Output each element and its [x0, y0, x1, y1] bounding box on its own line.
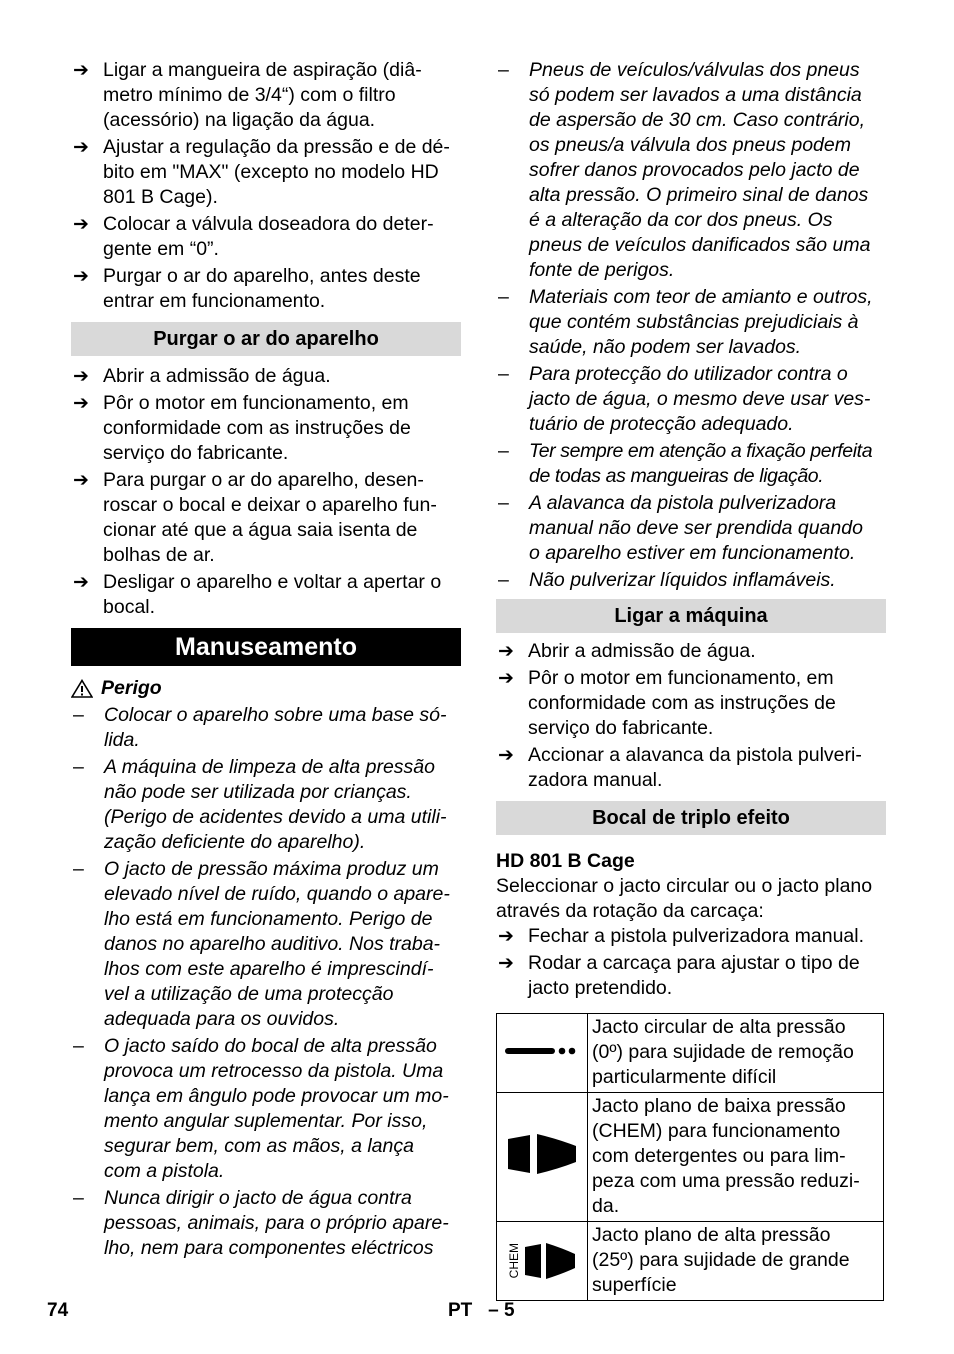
arrow-icon: ➔ [498, 668, 514, 689]
text-line: com a pistola. [104, 1160, 225, 1182]
text-line: lida. [104, 729, 140, 751]
arrow-icon: ➔ [73, 366, 89, 387]
text-line: Pneus de veículos/válvulas dos pneus [529, 59, 860, 81]
text-line: provoca um retrocesso da pistola. Uma [104, 1060, 444, 1082]
dash-bullet: – [73, 1035, 84, 1057]
text-line: (CHEM) para funcionamento [592, 1120, 841, 1142]
text-line: conformidade com as instruções de [528, 692, 836, 714]
nozzle-heading: Bocal de triplo efeito [496, 801, 886, 835]
arrow-icon: ➔ [498, 926, 514, 947]
text-line: Não pulverizar líquidos inflamáveis. [529, 569, 836, 591]
start-list [496, 639, 886, 793]
list-item [496, 666, 886, 741]
arrow-icon: ➔ [73, 214, 89, 235]
list-item [71, 212, 461, 262]
text-line: serviço do fabricante. [528, 717, 714, 739]
text-line: lhos com este aparelho é imprescindí- [104, 958, 434, 980]
table-row [497, 1093, 884, 1222]
text-line: lho, nem para componentes eléctricos [104, 1237, 434, 1259]
danger-list-right [496, 58, 886, 593]
arrow-icon: ➔ [73, 572, 89, 593]
text-line: Jacto plano de baixa pressão [592, 1095, 846, 1117]
list-item [71, 1034, 461, 1184]
text-line: Accionar a alavanca da pistola pulveri- [528, 744, 862, 766]
arrow-icon: ➔ [73, 60, 89, 81]
text-line: 801 B Cage). [103, 186, 218, 208]
model-text [496, 874, 886, 924]
text-line: alta pressão. O primeiro sinal de danos [529, 184, 869, 206]
list-item [71, 264, 461, 314]
section-title: Manuseamento [71, 628, 461, 666]
list-item [496, 58, 886, 283]
list-item [496, 924, 886, 949]
list-item [71, 135, 461, 210]
jet-description [588, 1014, 884, 1093]
text-line: Materiais com teor de amianto e outros, [529, 286, 873, 308]
text-line: fonte de perigos. [529, 259, 675, 281]
text-line: O jacto de pressão máxima produz um [104, 858, 439, 880]
text-line: serviço do fabricante. [103, 442, 289, 464]
list-item [496, 491, 886, 566]
text-line: particularmente difícil [592, 1066, 777, 1088]
jet-description [588, 1093, 884, 1222]
text-line: pneus de veículos danificados são uma [529, 234, 871, 256]
dash-bullet: – [73, 1187, 84, 1209]
text-line: zação deficiente do aparelho). [104, 831, 366, 853]
text-line: Ajustar a regulação da pressão e de dé- [103, 136, 450, 158]
text-line: peza com uma pressão reduzi- [592, 1170, 860, 1192]
arrow-icon: ➔ [73, 470, 89, 491]
text-line: roscar o bocal e deixar o aparelho fun- [103, 494, 437, 516]
text-line: Seleccionar o jacto circular ou o jacto plano [496, 875, 873, 897]
text-line: zadora manual. [528, 769, 663, 791]
list-item [71, 857, 461, 1032]
table-row [497, 1014, 884, 1093]
text-line: elevado nível de ruído, quando o apare- [104, 883, 450, 905]
list-item [496, 285, 886, 360]
text-line: A alavanca da pistola pulverizadora [529, 492, 837, 514]
text-line: lança em ângulo pode provocar um mo- [104, 1085, 449, 1107]
text-line: Pôr o motor em funcionamento, em [528, 667, 834, 689]
text-line: manual não deve ser prendida quando [529, 517, 863, 539]
text-line: segurar bem, com as mãos, a lança [104, 1135, 414, 1157]
list-item [71, 364, 461, 389]
page-number: 74 [47, 1300, 69, 1321]
text-line: Ligar a mangueira de aspiração (diâ- [103, 59, 422, 81]
arrow-icon: ➔ [498, 953, 514, 974]
list-item [496, 568, 886, 593]
danger-list-left [71, 703, 461, 1261]
right-column [496, 58, 886, 1301]
text-line: Fechar a pistola pulverizadora manual. [528, 925, 865, 947]
list-item [71, 570, 461, 620]
text-line: mento angular suplementar. Por isso, [104, 1110, 428, 1132]
text-line: tuário de protecção adequado. [529, 413, 794, 435]
text-line: não pode ser utilizada por crianças. [104, 781, 412, 803]
list-item [71, 391, 461, 466]
text-line: lho está em funcionamento. Perigo de [104, 908, 433, 930]
text-line: (0º) para sujidade de remoção [592, 1041, 854, 1063]
text-line: bolhas de ar. [103, 544, 215, 566]
text-line: através da rotação da carcaça: [496, 900, 764, 922]
purge-heading: Purgar o ar do aparelho [71, 322, 461, 356]
text-line: Ter sempre em atenção a fixação perfeita [529, 440, 873, 462]
text-line: Colocar o aparelho sobre uma base só- [104, 704, 447, 726]
arrow-icon: ➔ [73, 137, 89, 158]
text-line: Jacto plano de alta pressão [592, 1224, 831, 1246]
list-item [71, 58, 461, 133]
language-page: PT – 5 [448, 1300, 515, 1321]
text-line: Desligar o aparelho e voltar a apertar o [103, 571, 442, 593]
text-line: danos no aparelho auditivo. Nos traba- [104, 933, 441, 955]
text-line: jacto de água, o mesmo deve usar ves- [529, 388, 871, 410]
icon-group [497, 1240, 587, 1282]
dash-bullet: – [498, 286, 509, 308]
text-line: (25º) para sujidade de grande [592, 1249, 850, 1271]
arrow-icon: ➔ [73, 393, 89, 414]
text-line: A máquina de limpeza de alta pressão [104, 756, 435, 778]
text-line: o aparelho estiver em funcionamento. [529, 542, 856, 564]
text-line: os pneus/a válvula dos pneus podem [529, 134, 851, 156]
text-line: saúde, não podem ser lavados. [529, 336, 802, 358]
text-line: Purgar o ar do aparelho, antes deste [103, 265, 421, 287]
text-line: Colocar a válvula doseadora do deter- [103, 213, 434, 235]
text-line: vel a utilização de uma protecção [104, 983, 394, 1005]
arrow-icon: ➔ [498, 745, 514, 766]
text-line: só podem ser lavados a uma distância [529, 84, 862, 106]
list-item [496, 743, 886, 793]
intro-list [71, 58, 461, 314]
list-item [71, 468, 461, 568]
warning-triangle-icon [71, 679, 93, 698]
danger-label-text: Perigo [101, 677, 162, 699]
model-list [496, 924, 886, 1001]
flat-jet-high-pressure-icon [524, 1240, 576, 1282]
left-column [71, 58, 461, 1263]
text-line: jacto pretendido. [528, 977, 673, 999]
icon-cell [497, 1222, 588, 1301]
dash-bullet: – [73, 858, 84, 880]
text-line: com detergentes ou para lim- [592, 1145, 846, 1167]
text-line: conformidade com as instruções de [103, 417, 411, 439]
icon-cell [497, 1014, 588, 1093]
text-line: de todas as mangueiras de ligação. [529, 465, 824, 487]
text-line: (acessório) na ligação da água. [103, 109, 376, 131]
text-line: da. [592, 1195, 620, 1217]
table-row [497, 1222, 884, 1301]
danger-label [71, 676, 461, 701]
icon-cell [497, 1093, 588, 1222]
text-line: entrar em funcionamento. [103, 290, 326, 312]
list-item [71, 1186, 461, 1261]
list-item [496, 362, 886, 437]
dash-bullet: – [498, 440, 509, 462]
list-item [71, 703, 461, 753]
dash-bullet: – [498, 363, 509, 385]
text-line: Jacto circular de alta pressão [592, 1016, 846, 1038]
flat-jet-low-pressure-icon [506, 1131, 578, 1177]
text-line: é a alteração da cor dos pneus. Os [529, 209, 833, 231]
text-line: Rodar a carcaça para ajustar o tipo de [528, 952, 860, 974]
text-line: (Perigo de acidentes devido a uma utili- [104, 806, 447, 828]
jet-table [496, 1013, 884, 1301]
dash-bullet: – [498, 492, 509, 514]
list-item [71, 755, 461, 855]
list-item [496, 951, 886, 1001]
dash-bullet: – [498, 569, 509, 591]
text-line: Para protecção do utilizador contra o [529, 363, 848, 385]
round-jet-icon [505, 1043, 579, 1059]
text-line: Nunca dirigir o jacto de água contra [104, 1187, 412, 1209]
text-line: bocal. [103, 596, 156, 618]
list-item [496, 639, 886, 664]
text-line: de aspersão de 30 cm. Caso contrário, [529, 109, 866, 131]
list-item [496, 439, 886, 489]
jet-description [588, 1222, 884, 1301]
dash-bullet: – [73, 704, 84, 726]
text-line: superfície [592, 1274, 677, 1296]
model-name: HD 801 B Cage [496, 850, 635, 872]
text-line: Abrir a admissão de água. [103, 365, 331, 387]
text-line: O jacto saído do bocal de alta pressão [104, 1035, 437, 1057]
arrow-icon: ➔ [73, 266, 89, 287]
dash-bullet: – [498, 59, 509, 81]
text-line: sofrer danos provocados pelo jacto de [529, 159, 860, 181]
text-line: adequada para os ouvidos. [104, 1008, 340, 1030]
text-line: metro mínimo de 3/4“) com o filtro [103, 84, 396, 106]
purge-list [71, 364, 461, 620]
text-line: Para purgar o ar do aparelho, desen- [103, 469, 424, 491]
text-line: Pôr o motor em funcionamento, em [103, 392, 409, 414]
text-line: pessoas, animais, para o próprio apare- [104, 1212, 449, 1234]
arrow-icon: ➔ [498, 641, 514, 662]
text-line: Abrir a admissão de água. [528, 640, 756, 662]
start-heading: Ligar a máquina [496, 599, 886, 633]
text-line: gente em “0”. [103, 238, 219, 260]
dash-bullet: – [73, 756, 84, 778]
text-line: bito em "MAX" (excepto no modelo HD [103, 161, 439, 183]
text-line: cionar até que a água saia isenta de [103, 519, 418, 541]
text-line: que contém substâncias prejudiciais à [529, 311, 859, 333]
chem-label: CHEM [507, 1243, 521, 1279]
